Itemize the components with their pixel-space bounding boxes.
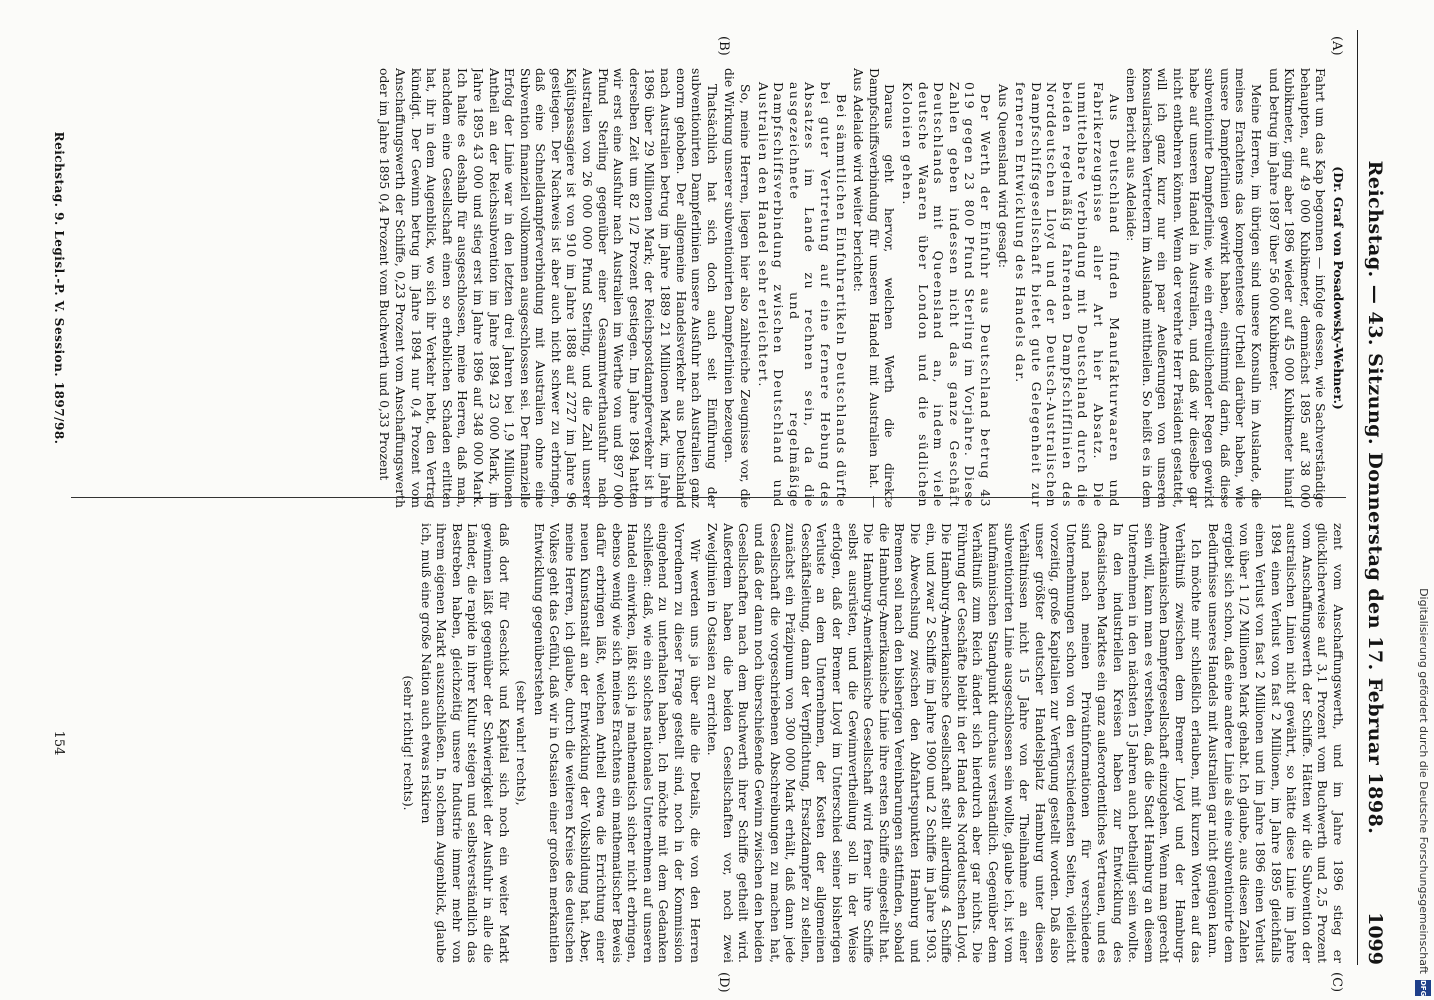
interjection: (sehr wahr! rechts), [514,680,530,806]
paragraph: daß dort für Geschick und Kapital sich noch ein weiter Markt gewinnen läßt gegenüber der Schwierigkeit der Ausfuhr in alle die Länder, die rapide in ihrer Kultur steigen und selbstverständlich das Bestreben haben, gleichzeitig unsere Industrie immer mehr von ihrem eigenen Markt auszuschließen. In solchem Augenblick, glaube ich, muß eine große Nation auch etwas riskiren [418,523,512,963]
paragraph: Aus Queensland wird gesagt: [995,84,1011,269]
digitization-note-text: Digitalisierung gefördert durch die Deutsche Forschungsgemeinschaft [1417,588,1430,974]
paragraph: Wir werden uns ja über alle die Details, die von den Herren Vorrednern zu dieser Frage gestellt sind, noch in der Kommission eingehend zu unterhalten haben. Ich möchte mit dem Gedanken schließen: daß, wie ein solches nationales Unternehmen auf unseren Handel einwirken, läßt sich ja mathematisch sicher nicht erbringen, ebenso wenig wie sich meines Erachtens ein mathematischer Beweis dafür erbringen läßt, welchen Antheil etwa die Errichtung einer neuen Kunstanstalt an der Entwicklung der Volksbildung hat. Aber, meine Herren, ich glaube, durch die weiteren Kreise des deutschen Volkes geht das Gefühl, daß wir in Ostasien einer großen merkantilen Entwicklung gegenüberstehen [531,523,703,963]
quote-paragraph: Aus Deutschland finden Manufakturwaaren und Fabrikerzeugnisse aller Art hier Absatz. Die unmittelbare Verbindung mit Deutschland durch die beiden regelmäßig fahrenden Dampfschifflinien des Norddeutschen Lloyd und der Deutsch-Australischen Dampfschiffsgesellschaft bietet gute Gelegenheit zur ferneren Entwicklung des Handels dar. [1013,82,1122,508]
speaker-label: (Dr. Graf von Posadowsky-Wehner.) [1331,166,1346,410]
paragraph: So, meine Herren, liegen hier also zahlreiche Zeugnisse vor, die die Wirkung unserer subventionirten Dampferlinien bezeugen. [722,68,754,508]
paragraph: zent vom Anschaffungswerth, und im Jahre 1896 stieg er glücklicherweise auf 3,1 Prozent vom Buchwerth und 2,5 Prozent vom Anschaffungswerth der Schiffe. Hätten wir die Subvention der australischen Linien nicht gewährt, so hätte diese Linie im Jahre 1894 einen Verlust von fast 2 Millionen, im Jahre 1895 gleichfalls einen Verlust von fast 2 Millionen und im Jahre 1896 einen Verlust von über 1 1/2 Millionen Mark gehabt. Ich glaube, aus diesen Zahlen ergiebt sich schon, daß eine andere Linie als eine subventionirte dem Bedürfnisse unseres Handels mit Australien gar nicht genügen kann. [1206,523,1346,963]
margin-marker-a: (A) [1329,36,1344,56]
header-page-number: 1099 [1364,912,1386,965]
page-header [1357,30,1388,965]
paragraph: Meine Herren, im übrigen sind unsere Konsuln im Auslande, die meines Erachtens das kompetenteste Urtheil darüber haben, wie unsere Dampferlinien gewirkt haben, einstimmig darin, daß diese subventionirte Dampferlinie, wie ein erfreulichender Regen gewirkt habe auf unseren Handel in Australien, und daß wir dieselbe gar nicht entbehren können. Wenn der verehrte Herr Präsident gestattet, will ich ganz kurz nur ein paar Aeußerungen von unseren konsularischen Vertretern im Auslande mittheilen. So heißt es in dem einen Bericht aus Adelaide: [1124,68,1265,508]
margin-marker-c: (C) [1329,972,1344,993]
right-column [71,523,1346,963]
paragraph: Thatsächlich hat sich doch auch seit Einführung der subventionirten Dampferlinien unsere Ausfuhr nach Australien ganz enorm gehoben. Der allgemeine Handelsverkehr aus Deutschland nach Australien betrug im Jahre 1889 21 Millionen Mark, im Jahre 1896 über 29 Millionen Mark; der Reichspostdampferverkehr ist in derselben Zeit um 82 1/2 Prozent gestiegen. Im Jahre 1894 hatten wir erst eine Ausfuhr nach Australien im Werthe von und 897 000 Pfund Sterling gegenüber einer Gesammtwerthausfuhr nach Australien von 26 000 000 Pfund Sterling, und die Zahl unserer Kajütspassagiere ist von 910 im Jahre 1888 auf 2727 im Jahre 96 gestiegen. Der Nachweis ist aber auch nicht schwer zu erbringen, daß eine Schnelldampferverbindung mit Australien ohne eine Subvention finanziell vollkommen ausgeschlossen sei. Der finanzielle Erfolg der Linie war in den letzten drei Jahren bei 1,9 Millionen Antheil an der Reichssubvention im Jahre 1894 23 000 Mark, im Jahre 1895 43 000 und stieg erst im Jahre 1896 auf 348 000 Mark. Ich halte es deshalb für ausgeschlossen, meine Herren, daß man, nachdem eine Gesellschaft einen so erheblichen Schaden erlitten hat, ihr in dem Augenblick, wo sich ihr Verkehr hebt, den Vertrag kündigt. Der Gewinn betrug im Jahre 1894 nur 0,4 Prozent vom Anschaffungswerth der Schiffe, 0,23 Prozent vom Anschaffungswerth oder im Jahre 1895 0,4 Prozent vom Buchwerth und 0,33 Prozent [377,68,720,508]
quote-paragraph: Bei sämmtlichen Einfuhrartikeln Deutschlands dürfte bei guter Vertretung auf eine fernere Hebung des Absatzes im Lande zu rechnen sein, da die ausgezeichnete und regelmäßige Dampfschiffsverbindung zwischen Deutschland und Australien den Handel sehr erleichtert. [755,82,849,508]
quote-paragraph: Der Werth der Einfuhr aus Deutschland betrug 43 019 gegen 23 800 Pfund Sterling im Vorjahre. Diese Zahlen geben indessen nicht das ganze Geschäft Deutschlands mit Queensland an, indem viele deutsche Waaren über London und die südlichen Kolonien gehen. [899,82,993,508]
margin-marker-d: (D) [716,972,731,993]
margin-marker-b: (B) [716,36,731,56]
header-title: Reichstag. — 43. Sitzung. Donnerstag den 17. Februar 1898. [1364,160,1386,835]
session-footer: Reichstag. 9. Legisl.-P. V. Session. 1897/98. [52,131,66,445]
interjection: (sehr richtig! rechts). [400,675,416,811]
paragraph: Daraus geht hervor, welchen Werth die direkte Dampfschiffsverbindung für unseren Handel mit Australien hat. — Aus Adelaide wird weiter berichtet: [851,68,898,508]
paragraph: Ich möchte mir schließlich erlauben, mit kurzen Worten auf das Verhältniß zwischen dem Bremer Lloyd und der Hamburg-Amerikanischen Dampfergesellschaft einzugehen. Wenn man gerecht sein will, kann man es verstehen, daß die Stadt Hamburg an diesem Unternehmen in den nächsten 15 Jahren auch betheiligt sein wollte. In den industriellen Kreisen haben zur Entwicklung des oftasiatischen Marktes ein ganz außerordentliches Vertrauen, und es sind nach meinen Privatinformationen für verschiedene Unternehmungen schon von den verschiedensten Seiten, vielleicht vorzeitig, große Kapitalien zur Verfügung gestellt worden. Daß also unser größter deutscher Handelsplatz Hamburg unter diesen Verhältnissen nicht 15 Jahre von der Theilnahme an einer subventionirten Linie ausgeschlossen sein wollte, glaube ich, ist vom kaufmännischen Standpunkt durchaus verständlich. Gegenüber dem Verhältniß zum Reich ändert sich hierdurch aber gar nichts. Die Führung der Geschäfte bleibt in der Hand des Norddeutschen Lloyd. Die Hamburg-Amerikanische Gesellschaft stellt allerdings 4 Schiffe ein, und zwar 2 Schiffe im Jahre 1900 und 2 Schiffe im Jahre 1903. Die Abwechslung zwischen den Abfahrtspunkten Hamburg und Bremen soll nach den bisherigen Vereinbarungen stattfinden, sobald die Hamburg-Amerikanische Linie ihre ersten Schiffe eingestellt hat. Die Hamburg-Amerikanische Gesellschaft wird ferner ihre Schiffe selbst ausrüsten, und die Gewinnvertheilung soll in der Weise erfolgen, daß der Bremer Lloyd im Unterschied seiner bisherigen Verluste an dem Unternehmen, der Kosten der allgemeinen Geschäftsleitung, dann der Verpflichtung, Ersatzdampfer zu stellen, zunächst ein Präzipuum von 300 000 Mark erhält, daß dann jede Gesellschaft die vorgeschriebenen Abschreibungen zu machen hat, und daß der dann noch überschießende Gewinn zwischen den beiden Gesellschaften nach dem Buchwerth ihrer Schiffe getheilt wird. Außerdem haben die beiden Gesellschaften vor, noch zwei Zweiglinien in Ostasien zu errichten. [705,523,1204,963]
page-footer-number: 154 [51,730,66,756]
left-column [71,68,1346,508]
digitization-note [1412,0,1434,1000]
paragraph: Fahrt um das Kap begonnen — infolge dessen, wie Sachverständige behaupten, auf 49 000 Kubikmeter, demnächst 1895 auf 38 000 Kubikmeter, ging aber 1896 wieder auf 45 000 Kubikmeter hinauf und betrug im Jahre 1897 über 56 000 Kubikmeter. [1266,68,1329,508]
dfg-logo-icon: DFG [1415,980,1431,996]
column-divider [71,497,1346,498]
